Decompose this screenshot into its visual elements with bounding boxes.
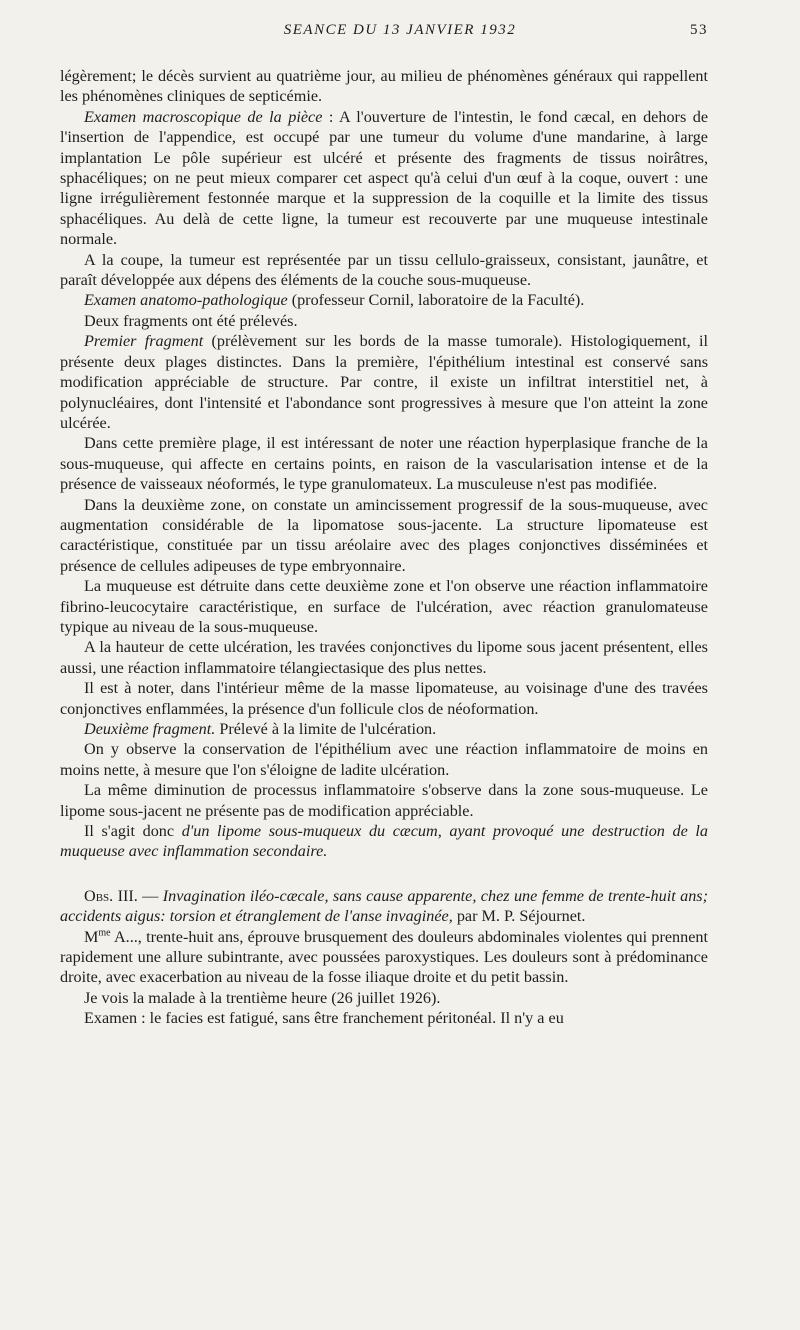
- paragraph: [60, 311, 708, 331]
- section-label: Examen anatomo-pathologique: [84, 291, 288, 310]
- section-label: Premier fragment: [84, 332, 204, 351]
- paragraph: [60, 576, 708, 637]
- paragraph-text: Examen : le facies est fatigué, sans être franchement péritonéal. Il n'y a eu: [84, 1009, 564, 1028]
- conclusion-paragraph: [60, 821, 708, 862]
- observation-dash: —: [137, 886, 163, 905]
- paragraph-text: légèrement; le décès survient au quatrième jour, au milieu de phénomènes généraux qui rappellent les phénomènes cliniques de septicémie.: [60, 67, 708, 106]
- running-title: SEANCE DU 13 JANVIER 1932: [283, 22, 517, 38]
- section-label: Examen macroscopique de la pièce: [84, 107, 323, 126]
- page-number: 53: [690, 22, 708, 38]
- paragraph: [60, 927, 708, 988]
- paragraph: [60, 719, 708, 739]
- paragraph: [60, 780, 708, 821]
- paragraph-text: A la coupe, la tumeur est représentée par un tissu cellulo-graisseux, consistant, jaunâtre, et paraît développée aux dépens des éléments de la couche sous-muqueuse.: [60, 250, 708, 290]
- paragraph: [60, 1008, 708, 1028]
- paragraph: [60, 107, 708, 250]
- section-label: Deuxième fragment.: [84, 720, 216, 738]
- paragraph: [60, 739, 708, 780]
- paragraph-text: A la hauteur de cette ulcération, les travées conjonctives du lipome sous jacent présentent, elles aussi, une réaction inflammatoire télangiectasique des plus nettes.: [60, 638, 708, 677]
- conclusion-italic: d'un lipome sous-muqueux du cæcum, ayant provoqué une destruction de la muqueuse avec inflammation secondaire.: [60, 822, 708, 861]
- paragraph-text: Il s'agit donc: [84, 822, 182, 841]
- observation-author: par M. P. Séjournet.: [452, 907, 586, 926]
- paragraph-text: A..., trente-huit ans, éprouve brusquement des douleurs abdominales violentes qui prennent rapidement une allure subintrante, avec poussées paroxystiques. Les douleurs sont à prédominance droite, avec exacerbation au niveau de la fosse iliaque droite et du petit bassin.: [60, 927, 708, 987]
- paragraph: [60, 331, 708, 433]
- paragraph-text: La muqueuse est détruite dans cette deuxième zone et l'on observe une réaction inflammatoire fibrino-leucocytaire caractéristique, en surface de l'ulcération, avec réaction granulomateuse typique au niveau de la sous-muqueuse.: [60, 577, 708, 636]
- paragraph: [60, 678, 708, 719]
- paragraph-text: Prélevé à la limite de l'ulcération.: [215, 720, 437, 738]
- paragraph: [60, 637, 708, 678]
- paragraph-text: Deux fragments ont été prélevés.: [84, 311, 298, 330]
- observation-heading: [60, 886, 708, 927]
- paragraph-text: La même diminution de processus inflammatoire s'observe dans la zone sous-muqueuse. Le lipome sous-jacent ne présente pas de modification appréciable.: [60, 781, 708, 820]
- running-head: [0, 22, 800, 44]
- paragraph: [60, 495, 708, 577]
- paragraph-text: Dans la deuxième zone, on constate un amincissement progressif de la sous-muqueuse, avec augmentation considérable de la lipomatose sous-jacente. La structure lipomateuse est caractéristique, constituée par un tissu aréolaire avec des plages conjonctives disséminées et présence de cellules adipeuses de type embryonnaire.: [60, 495, 708, 575]
- observation-label: Obs. III.: [84, 886, 138, 905]
- paragraph: [60, 66, 708, 107]
- honorific-sup: me: [98, 927, 111, 939]
- paragraph-text: (prélèvement sur les bords de la masse tumorale). Histologiquement, il présente deux plages distinctes. Dans la première, l'épithélium intestinal est conservé sans modification appréciable de structure. Par contre, il existe un infiltrat interstitiel net, à polynucléaires, dont l'intensité et l'abondance sont progressives à mesure que l'on atteint la zone ulcérée.: [60, 332, 708, 432]
- paragraph-text: Il est à noter, dans l'intérieur même de la masse lipomateuse, au voisinage d'une des travées conjonctives enflammées, la présence d'un follicule clos de néoformation.: [60, 679, 708, 718]
- paragraph-text: (professeur Cornil, laboratoire de la Faculté).: [287, 291, 585, 310]
- observation-title: Invagination iléo-cæcale, sans cause apparente, chez une femme de trente-huit ans; accidents aigus: torsion et étranglement de l'anse invaginée,: [60, 886, 708, 926]
- paragraph: [60, 290, 708, 310]
- paragraph-text: : A l'ouverture de l'intestin, le fond cæcal, en dehors de l'insertion de l'appendice, est occupé par une tumeur du volume d'une mandarine, à large implantation Le pôle supérieur est ulcéré et présente des fragments de tissus noirâtres, sphacéliques; on ne peut mieux comparer cet aspect qu'à celui d'un œuf à la coque, ouvert : une ligne irrégulièrement festonnée marque et la suppression de la coquille et la limite des tissus sphacéliques. Au delà de cette ligne, la tumeur est recouverte par une muqueuse intestinale normale.: [60, 107, 709, 249]
- paragraph: [60, 988, 708, 1008]
- honorific: M: [84, 927, 99, 946]
- paragraph-text: Dans cette première plage, il est intéressant de noter une réaction hyperplasique franche de la sous-muqueuse, qui affecte en certains points, en raison de la vascularisation intense et de la présence de vaisseaux néoformés, le type granulomateux. La musculeuse n'est pas modifiée.: [60, 434, 708, 494]
- paragraph-text: On y observe la conservation de l'épithélium avec une réaction inflammatoire de moins en moins nette, à mesure que l'on s'éloigne de ladite ulcération.: [60, 740, 708, 779]
- paragraph: [60, 250, 708, 291]
- paragraph-text: Je vois la malade à la trentième heure (26 juillet 1926).: [84, 988, 441, 1007]
- paragraph: [60, 433, 708, 494]
- body-text: [60, 66, 708, 1029]
